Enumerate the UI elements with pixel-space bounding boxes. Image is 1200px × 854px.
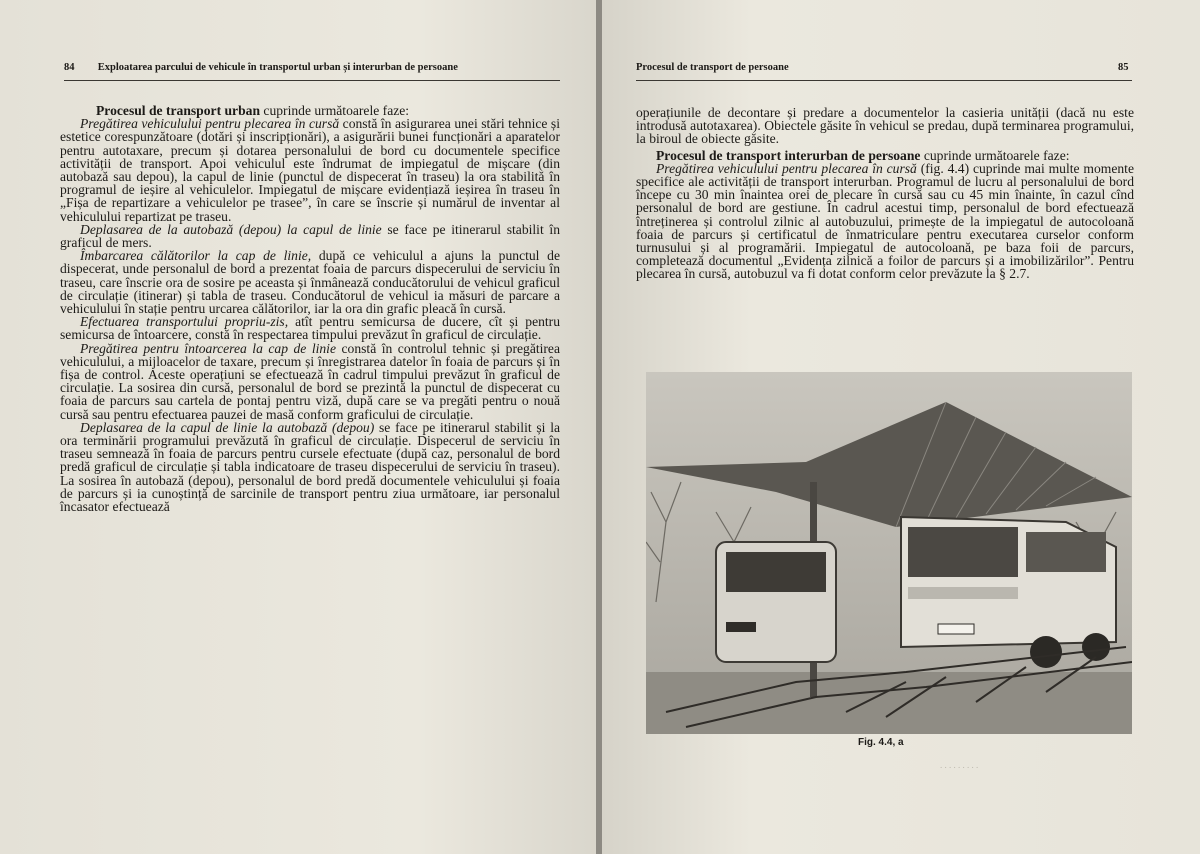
right-body-text [636, 106, 1134, 281]
right-paragraph-1: operațiunile de decontare și predare a documentelor la casieria unității (dacă nu este introdusă autotaxarea). Obiectele găsite în vehicul se predau, după terminarea programului, la biroul de obiecte găsite. [636, 105, 1134, 147]
left-page-number: 84 [64, 62, 75, 73]
left-p1-bold: Procesul de transport urban [96, 103, 261, 118]
right-p3-rest: (fig. 4.4) cuprinde mai multe momente specifice ale activității de transport interurban. Programul de lucru al personalului de bord începe cu 30 min înaintea orei de plecare în cursă sau cu 45 min înainte, în cazul cînd personalul de bord are gestiune. În cadrul acestui timp, personalul de bord efectuează întreținerea și controlul zilnic al autobuzului, primește de la impiegatul de autocoloană foaia de parcurs și certificatul de înmatriculare pentru executarea curselor conform turnusului și al programării. Impiegatul de autocoloană, pe baza foii de parcurs, completează documentul „Evidența zilnică a foilor de parcurs și a imobilizărilor”. Pentru plecarea în cursă, autobuzul va fi dotat conform celor prevăzute la § 2.7. [636, 160, 1134, 282]
left-body-text [60, 104, 560, 513]
left-paragraph-7 [60, 421, 560, 513]
right-header-rule [636, 80, 1132, 81]
left-p6-italic: Pregătirea pentru întoarcerea la cap de linie [80, 340, 336, 356]
left-p3-rest: se face pe itinerarul stabilit în graficul de mers. [60, 221, 560, 251]
bleed-through-text: . . . . . . . . . [940, 760, 979, 770]
left-paragraph-4 [60, 249, 560, 315]
left-p7-rest: se face pe itinerarul stabilit și la ora terminării programului prevăzută în graficul de circulație. Dispecerul de serviciu în traseu semnează în foaia de parcurs pentru cursele efectuate (după caz, personalul de bord predă graficul de circulație și tabla indicatoare de traseu dispecerului de serviciu în traseu). La sosirea în autobază (depou), personalul de bord predă documentele vehiculului și foaia de parcurs și ia cunoștință de sarcinile de transport pentru ziua următoare, iar personalul încasator efectuează [60, 419, 561, 515]
right-p2-rest: cuprinde următoarele faze: [920, 147, 1070, 163]
left-p7-italic: Deplasarea de la capul de linie la autobază (depou) [80, 419, 375, 435]
left-p4-rest: după ce vehiculul a ajuns la punctul de dispecerat, unde personalul de bord a prezentat foaia de parcurs dispecerului de serviciu în traseu, care înscrie ora de sosire pe aceasta și înmânează conducătorului de vehicul graficul de circulație (itinerar) și tabla de traseu. Conducătorul de vehicul ia măsuri de parcare a vehiculului în stație pentru urcarea călătorilor, iar la ora din grafic pleacă în cursă. [60, 248, 560, 317]
left-p3-italic: Deplasarea de la autobază (depou) la capul de linie [80, 221, 382, 237]
left-p2-rest: constă în asigurarea unei stări tehnice și estetice corespunzătoare (dotări și inscripționări), a asigurării bunei funcționări a aparatelor pentru autotaxare, precum și dotarea personalului de bord cu documentele specifice activității de transport. Apoi vehiculul este îndrumat de impiegatul de mișcare (din autobază sau depou), la capul de linie (punctul de dispecerat în traseu) la ora stabilită în programul de ieșire al vehiculelor. Impiegatul de mișcare evidențiază ieșirea în traseu în „Fișa de repartizare a vehiculelor pe trasee”, în care se înscrie și numărul de inventar al vehiculului repartizat pe traseu. [60, 116, 560, 224]
left-paragraph-5 [60, 315, 560, 341]
bus-station-illustration [646, 372, 1132, 734]
right-running-head: Procesul de transport de persoane [636, 62, 789, 73]
left-paragraph-2 [60, 117, 560, 223]
left-p1-rest: cuprinde următoarele faze: [260, 103, 410, 118]
left-p6-rest: constă în controlul tehnic și pregătirea vehiculului, a mijloacelor de taxare, precum și înregistrarea datelor în foaia de parcurs și în fișa de control. Aceste operațiuni se efectuează în cadrul timpului prevăzut în graficul de circulație. La sosirea din cursă, personalul de bord se prezintă la punctul de dispecerat cu foaia de parcurs sau cartela de pontaj pentru viză, după care se va pregăti pentru o nouă cursă sau pentru efectuarea pauzei de masă conform graficului de circulație. [60, 340, 561, 422]
left-paragraph-6 [60, 342, 560, 421]
left-p5-rest: atît pentru semicursa de ducere, cît și pentru semicursa de întoarcere, constă în respectarea timpului prevăzut în graficul de circulație. [60, 314, 561, 343]
right-paragraph-3 [636, 162, 1134, 281]
left-header-rule [64, 80, 560, 81]
figure-caption: Fig. 4.4, a [858, 737, 904, 748]
right-page-number: 85 [1118, 62, 1129, 73]
left-bus [716, 542, 836, 662]
left-running-head: Exploatarea parcului de vehicule în transportul urban și interurban de persoane [97, 62, 458, 73]
left-paragraph-3 [60, 223, 560, 249]
left-p4-italic: Îmbarcarea călătorilor la cap de linie, [80, 248, 312, 264]
left-p2-italic: Pregătirea vehiculului pentru plecarea în cursă [80, 116, 340, 132]
left-p5-italic: Efectuarea transportului propriu-zis, [80, 314, 289, 330]
left-page [0, 0, 598, 854]
figure-photo-buses [646, 372, 1132, 734]
left-page-header [64, 62, 458, 73]
right-p3-italic: Pregătirea vehiculului pentru plecarea în cursă [656, 160, 917, 176]
right-p2-bold: Procesul de transport interurban de persoane [656, 147, 921, 163]
right-bus [901, 517, 1116, 668]
